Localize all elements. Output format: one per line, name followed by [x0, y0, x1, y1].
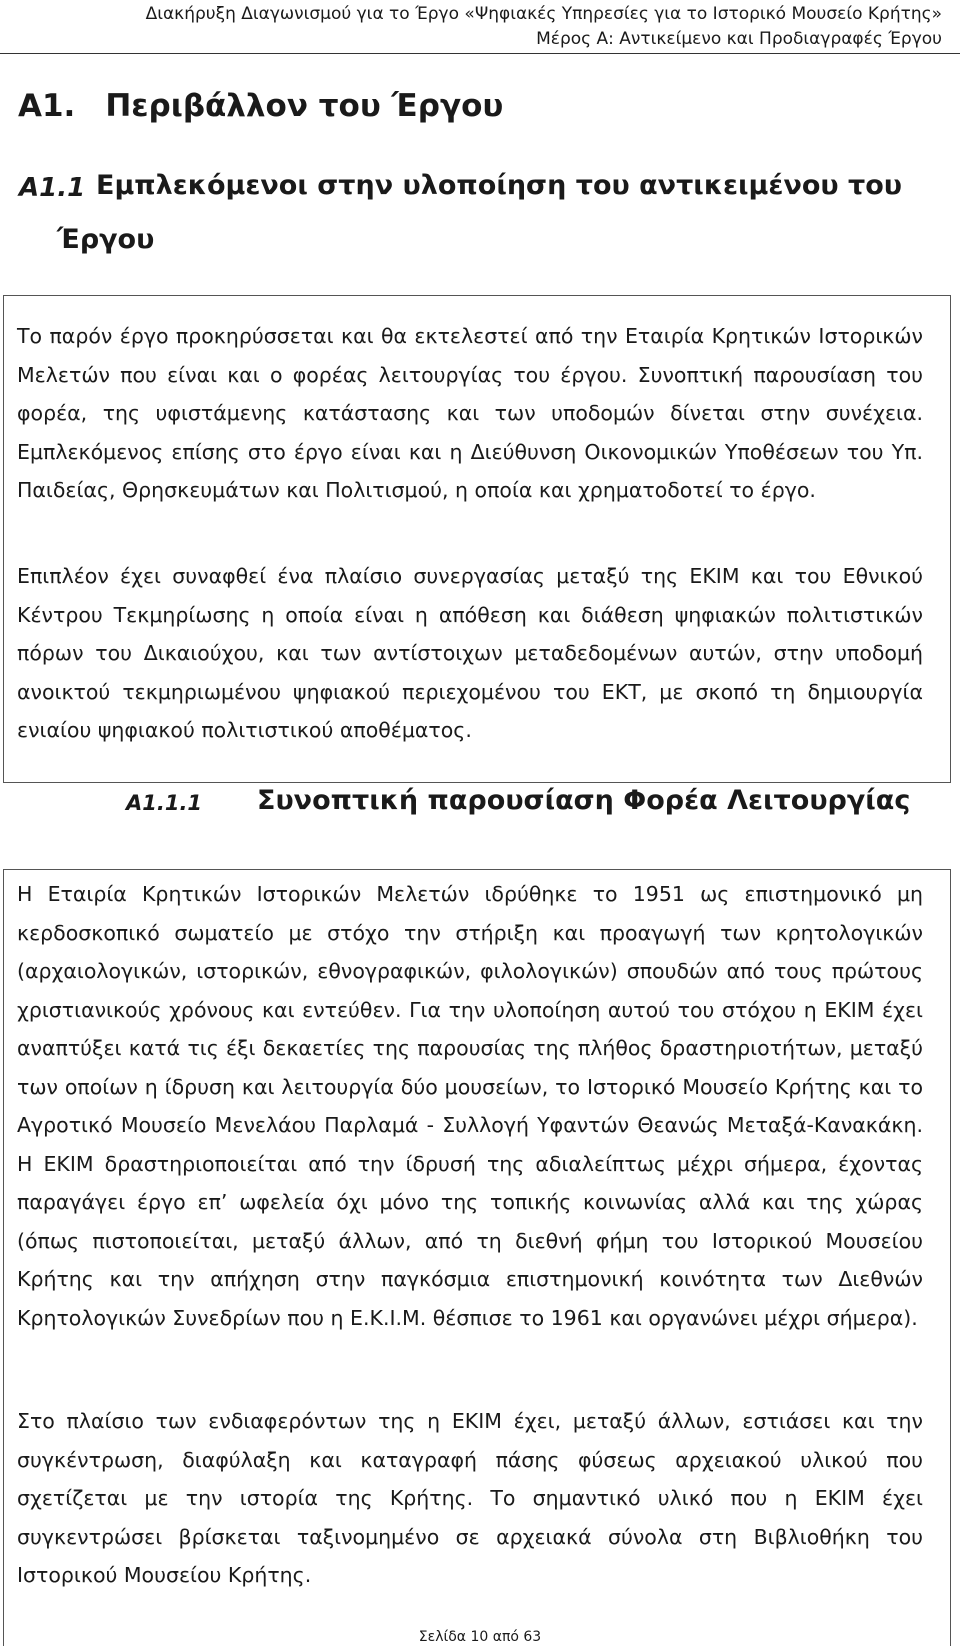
- section-number: Α1.: [18, 88, 76, 124]
- subsection-paragraph-1: Το παρόν έργο προκηρύσσεται και θα εκτελεστεί από την Εταιρία Κρητικών Ιστορικών Μελετών που είναι και ο φορέας λειτουργίας του έργου. Συνοπτική παρουσίαση του φορέα, της υφιστάμενης κατάστασης και των υποδομών δίνεται στην συνέχεια. Εμπλεκόμενος επίσης στο έργο είναι και η Διεύθυνση Οικονομικών Υποθέσεων του Υπ. Παιδείας, Θρησκευμάτων και Πολιτισμού, η οποία και χρηματοδοτεί το έργο.: [17, 324, 923, 502]
- section-heading: [18, 86, 503, 126]
- subsection-number: Α1.1: [19, 173, 86, 203]
- subsubsection-paragraph-1: Η Εταιρία Κρητικών Ιστορικών Μελετών ιδρύθηκε το 1951 ως επιστημονικό μη κερδοσκοπικό σωματείο με στόχο την στήριξη και προαγωγή των κρητολογικών (αρχαιολογικών, ιστορικών, εθνογραφικών, φιλολογικών) σπουδών από τους πρώτους χριστιανικούς χρόνους και εντεύθεν. Για την υλοποίηση αυτού του στόχου η ΕΚΙΜ έχει αναπτύξει κατά τις έξι δεκαετίες της παρουσίας της πλήθος δραστηριοτήτων, μεταξύ των οποίων η ίδρυση και λειτουργία δύο μουσείων, το Ιστορικό Μουσείο Κρήτης και το Αγροτικό Μουσείο Μενελάου Παρλαμά - Συλλογή Υφαντών Θεανώς Μεταξά-Κανακάκη. Η ΕΚΙΜ δραστηριοποιείται από την ίδρυσή της αδιαλείπτως μέχρι σήμερα, έχοντας παραγάγει έργο επ’ ωφελεία όχι μόνο της τοπικής κοινωνίας αλλά και της χώρας (όπως πιστοποιείται, μεταξύ άλλων, από τη διεθνή φήμη του Ιστορικού Μουσείου Κρήτης και την απήχηση στην παγκόσμια επιστημονική κοινότητα των Διεθνών Κρητολογικών Συνεδρίων που η Ε.Κ.Ι.Μ. θέσπισε το 1961 και οργανώνει μέχρι σήμερα).: [17, 882, 923, 1330]
- subsection-title-continued: Έργου: [57, 224, 155, 255]
- subsection-title: Εμπλεκόμενοι στην υλοποίηση του αντικειμένου του: [96, 170, 903, 201]
- page-number: Σελίδα 10 από 63: [418, 1629, 542, 1645]
- header-divider: [0, 53, 960, 54]
- subsubsection-title: Συνοπτική παρουσίαση Φορέα Λειτουργίας: [257, 785, 911, 816]
- subsection-paragraph-2: Επιπλέον έχει συναφθεί ένα πλαίσιο συνεργασίας μεταξύ της ΕΚΙΜ και του Εθνικού Κέντρου Τεκμηρίωσης η οποία είναι η απόθεση και διάθεση ψηφιακών πολιτιστικών πόρων του Δικαιούχου, και των αντίστοιχων μεταδεδομένων αυτών, στην υποδομή ανοικτού τεκμηριωμένου ψηφιακού περιεχομένου του ΕΚΤ, με σκοπό τη δημιουργία ενιαίου ψηφιακού πολιτιστικού αποθέματος.: [17, 564, 923, 742]
- subsubsection-number: Α1.1.1: [126, 791, 203, 815]
- running-header-subtitle: Μέρος Α: Αντικείμενο και Προδιαγραφές Έργου: [536, 29, 942, 49]
- subsubsection-paragraph-2: Στο πλαίσιο των ενδιαφερόντων της η ΕΚΙΜ έχει, μεταξύ άλλων, εστιάσει και την συγκέντρωση, διαφύλαξη και καταγραφή πάσης φύσεως αρχειακού υλικού που σχετίζεται με την ιστορία της Κρήτης. Το σημαντικό υλικό που η ΕΚΙΜ έχει συγκεντρώσει βρίσκεται ταξινομημένο σε αρχειακά σύνολα στη Βιβλιοθήκη του Ιστορικού Μουσείου Κρήτης.: [17, 1409, 923, 1587]
- running-header-title: Διακήρυξη Διαγωνισμού για το Έργο «Ψηφιακές Υπηρεσίες για το Ιστορικό Μουσείο Κρήτης»: [145, 4, 942, 24]
- section-title: Περιβάλλον του Έργου: [105, 88, 504, 124]
